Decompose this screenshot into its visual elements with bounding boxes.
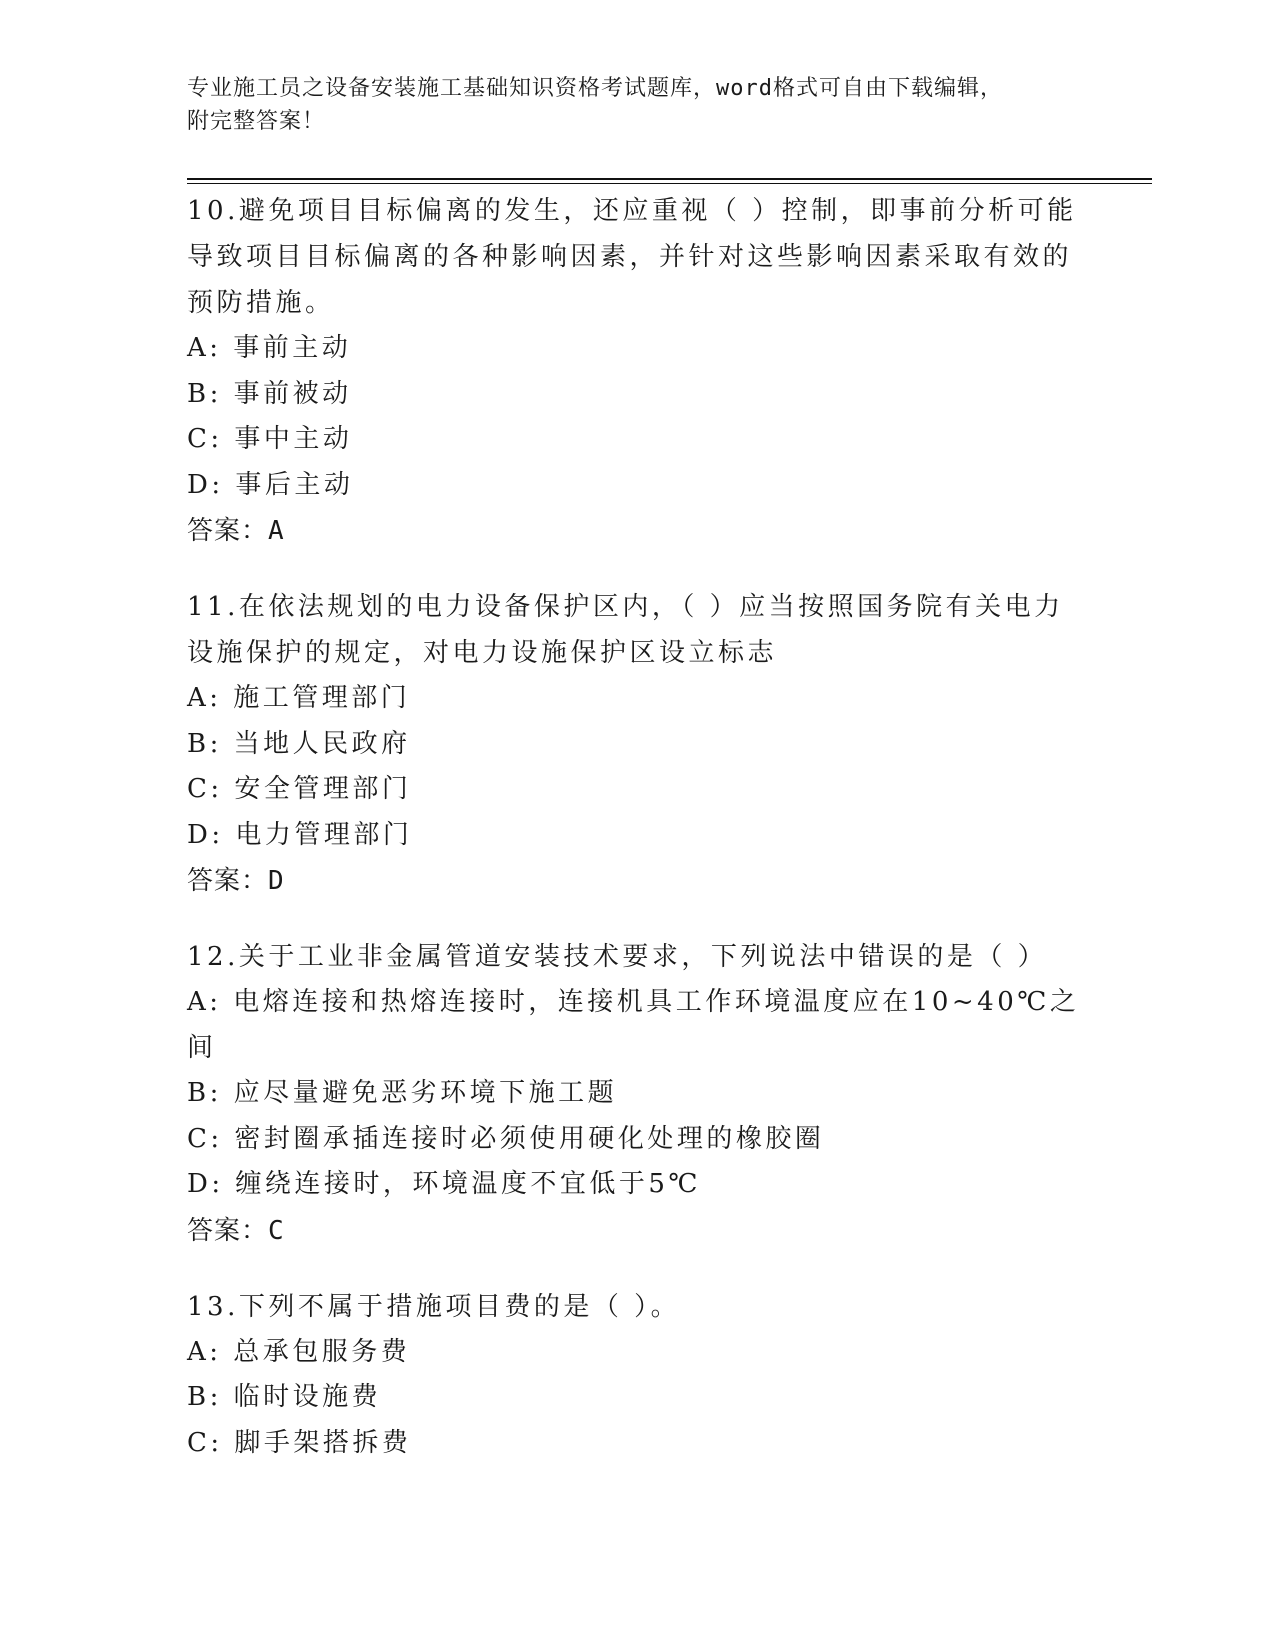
option-c: C: 脚手架搭拆费	[187, 1427, 412, 1458]
option-c: C: 密封圈承插连接时必须使用硬化处理的橡胶圈	[187, 1123, 825, 1154]
question-stem-line: 导致项目目标偏离的各种影响因素，并针对这些影响因素采取有效的	[187, 242, 1073, 272]
question-stem-line: 13.下列不属于措施项目费的是（ ）。	[187, 1291, 681, 1322]
header-divider-thin	[187, 183, 1152, 184]
option-b: B: 应尽量避免恶劣环境下施工题	[187, 1078, 618, 1108]
option-d: D: 事后主动	[187, 469, 354, 500]
question-13	[187, 1284, 1087, 1467]
question-11	[187, 584, 1087, 904]
question-stem-line: 10.避免项目目标偏离的发生，还应重视（ ）控制，即事前分析可能	[187, 196, 1077, 226]
option-d: D: 电力管理部门	[187, 819, 413, 850]
question-stem-line: 11.在依法规划的电力设备保护区内，（ ）应当按照国务院有关电力	[187, 592, 1064, 622]
question-12	[187, 934, 1087, 1254]
option-b: B: 当地人民政府	[187, 728, 411, 759]
option-c: C: 安全管理部门	[187, 774, 412, 804]
option-b: B: 事前被动	[187, 378, 352, 409]
option-d: D: 缠绕连接时，环境温度不宜低于5℃	[187, 1169, 701, 1199]
option-b: B: 临时设施费	[187, 1382, 382, 1412]
header-line-2: 附完整答案！	[187, 109, 326, 134]
option-a: A: 施工管理部门	[187, 683, 411, 713]
question-stem-line: 设施保护的规定，对电力设施保护区设立标志	[187, 638, 778, 668]
option-a: A: 电熔连接和热熔连接时，连接机具工作环境温度应在10~40℃之间	[187, 987, 1080, 1063]
question-10	[187, 188, 1087, 554]
option-a: A: 事前主动	[187, 333, 352, 363]
question-list	[187, 188, 1087, 1496]
question-stem-line: 预防措施。	[187, 288, 335, 318]
answer: 答案：D	[187, 866, 285, 896]
header-line-1: 专业施工员之设备安装施工基础知识资格考试题库，word格式可自由下载编辑，	[187, 76, 1003, 101]
answer: 答案：A	[187, 516, 285, 546]
option-c: C: 事中主动	[187, 424, 353, 454]
page-header	[187, 72, 1087, 138]
question-stem-line: 12.关于工业非金属管道安装技术要求，下列说法中错误的是（ ）	[187, 942, 1048, 972]
header-divider-thick	[187, 178, 1152, 180]
option-a: A: 总承包服务费	[187, 1336, 411, 1367]
answer: 答案：C	[187, 1215, 285, 1246]
